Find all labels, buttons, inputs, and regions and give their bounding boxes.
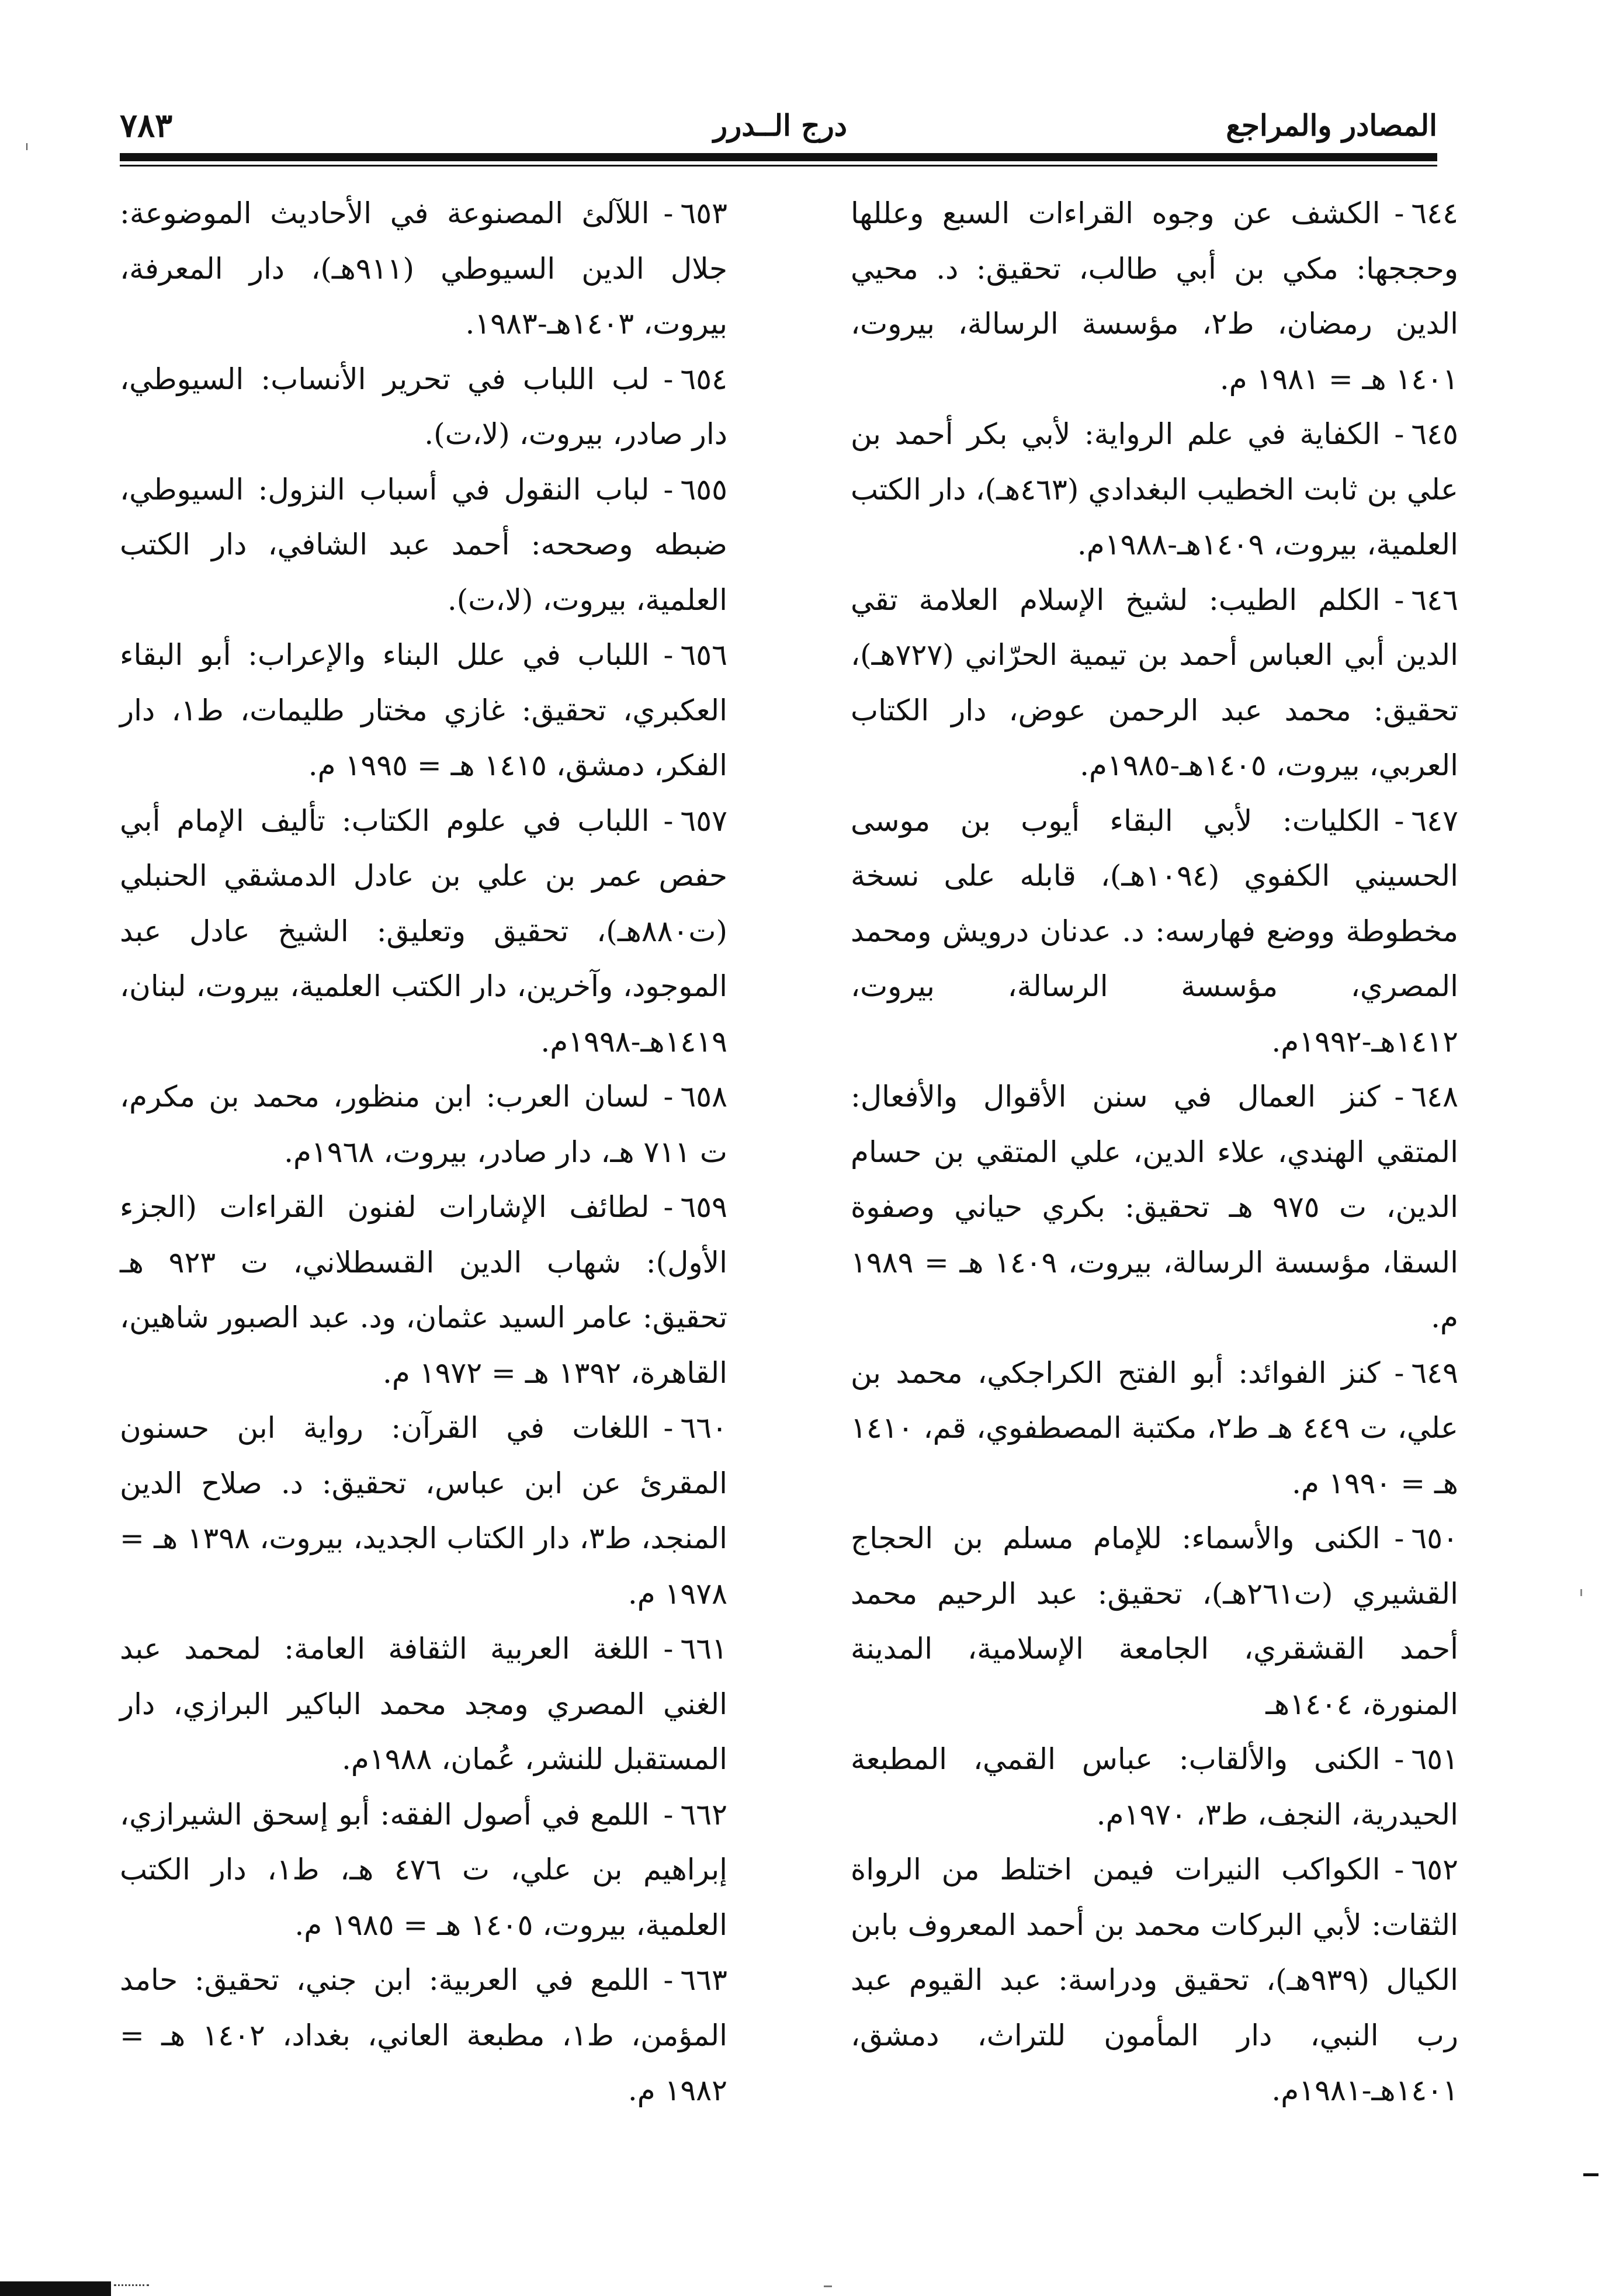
entry-number: ٦٥٧ <box>680 803 727 838</box>
entry-number: ٦٤٧ <box>1411 803 1458 838</box>
entry-number: ٦٥٣ <box>680 196 727 230</box>
entry-dash: - <box>663 638 674 672</box>
entry-number: ٦٦٢ <box>680 1797 727 1832</box>
bibliography-entry <box>851 793 1458 1070</box>
entry-number: ٦٥٤ <box>680 362 727 396</box>
entry-text: الكنى والأسماء: للإمام مسلم بن الحجاج القشيري (ت٢٦١هـ)، تحقيق: عبد الرحيم محمد أحمد القشقري، الجامعة الإسلامية، المدينة المنورة، ١٤٠٤هـ <box>851 1521 1458 1721</box>
entry-text: اللباب في علوم الكتاب: تأليف الإمام أبي حفص عمر بن علي بن عادل الدمشقي الحنبلي (ت٨٨٠هـ)، تحقيق وتعليق: الشيخ عادل عبد الموجود، وآخرين، دار الكتب العلمية، بيروت، لبنان، ١٤١٩هـ-١٩٩٨م. <box>120 803 727 1059</box>
entry-dash: - <box>1394 417 1405 451</box>
margin-mark-right <box>1583 2173 1598 2176</box>
scan-edge-tick <box>824 2285 832 2287</box>
entry-number: ٦٤٥ <box>1411 417 1458 451</box>
page-number: ٧٨٣ <box>120 106 173 145</box>
entry-dash: - <box>1394 803 1405 838</box>
scan-edge-bar <box>0 2281 111 2296</box>
entry-number: ٦٤٩ <box>1411 1355 1458 1390</box>
left-column <box>120 186 727 2118</box>
entry-dash: - <box>663 1190 674 1224</box>
bibliography-entry <box>120 352 727 462</box>
entry-text: اللمع في العربية: ابن جني، تحقيق: حامد المؤمن، ط١، مطبعة العاني، بغداد، ١٤٠٢ هـ = ١٩٨٢ م. <box>120 1963 728 2107</box>
entry-dash: - <box>663 803 674 838</box>
bibliography-entry <box>120 462 727 628</box>
entry-text: لب اللباب في تحرير الأنساب: السيوطي، دار صادر، بيروت، (لا،ت). <box>120 362 727 451</box>
entry-number: ٦٥١ <box>1411 1742 1458 1776</box>
header-rule-thin <box>120 165 1437 167</box>
entry-text: اللباب في علل البناء والإعراب: أبو البقاء العكبري، تحقيق: غازي مختار طليمات، ط١، دار الفكر، دمشق، ١٤١٥ هـ = ١٩٩٥ م. <box>120 638 727 782</box>
entry-dash: - <box>1394 1080 1405 1114</box>
bibliography-entry <box>120 186 727 352</box>
entry-text: الكلم الطيب: لشيخ الإسلام العلامة تقي الدين أبي العباس أحمد بن تيمية الحرّاني (٧٢٧هـ)، تحقيق: محمد عبد الرحمن عوض، دار الكتاب العربي، بيروت، ١٤٠٥هـ-١٩٨٥م. <box>851 582 1458 782</box>
entry-dash: - <box>663 1632 674 1666</box>
margin-mark <box>26 143 27 150</box>
book-title: درج الــدرر <box>713 108 847 143</box>
bibliography-entry <box>851 407 1458 573</box>
entry-text: لسان العرب: ابن منظور، محمد بن مكرم، ت ٧١١ هـ، دار صادر، بيروت، ١٩٦٨م. <box>120 1080 727 1169</box>
entry-number: ٦٥٩ <box>680 1190 727 1224</box>
entry-text: اللآلئ المصنوعة في الأحاديث الموضوعة: جلال الدين السيوطي (٩١١هـ)، دار المعرفة، بيروت، ١٤٠٣هـ-١٩٨٣. <box>120 196 727 341</box>
right-column <box>851 186 1458 2118</box>
entry-number: ٦٦٣ <box>680 1963 727 1997</box>
page-header <box>120 102 1437 149</box>
entry-dash: - <box>1394 1742 1405 1776</box>
entry-number: ٦٤٤ <box>1411 196 1458 230</box>
bibliography-entry <box>120 1621 727 1787</box>
entry-text: لطائف الإشارات لفنون القراءات (الجزء الأول): شهاب الدين القسطلاني، ت ٩٢٣ هـ تحقيق: عامر السيد عثمان، ود. عبد الصبور شاهين، القاهرة، ١٣٩٢ هـ = ١٩٧٢ م. <box>120 1190 727 1390</box>
entry-text: الكليات: لأبي البقاء أيوب بن موسى الحسيني الكفوي (١٠٩٤هـ)، قابله على نسخة مخطوطة ووضع فهارسه: د. عدنان درويش ومحمد المصري، مؤسسة الرسالة، بيروت، ١٤١٢هـ-١٩٩٢م. <box>851 803 1458 1059</box>
bibliography-entry <box>120 627 727 793</box>
entry-text: اللغات في القرآن: رواية ابن حسنون المقرئ عن ابن عباس، تحقيق: د. صلاح الدين المنجد، ط٣، دار الكتاب الجديد، بيروت، ١٣٩٨ هـ = ١٩٧٨ م. <box>120 1411 727 1611</box>
bibliography-entry <box>851 1069 1458 1345</box>
entry-number: ٦٥٠ <box>1411 1521 1458 1555</box>
bibliography-entry <box>120 1952 727 2118</box>
entry-dash: - <box>663 362 674 396</box>
bibliography-entry <box>851 1345 1458 1511</box>
entry-dash: - <box>1394 1853 1405 1886</box>
entry-dash: - <box>663 1080 674 1114</box>
bibliography-entry <box>120 1400 727 1621</box>
entry-text: الكفاية في علم الرواية: لأبي بكر أحمد بن علي بن ثابت الخطيب البغدادي (٤٦٣هـ)، دار الكتب العلمية، بيروت، ١٤٠٩هـ-١٩٨٨م. <box>851 417 1458 561</box>
entry-dash: - <box>663 472 674 507</box>
bibliography-entry <box>120 1180 727 1400</box>
entry-number: ٦٥٨ <box>680 1080 727 1114</box>
entry-number: ٦٤٨ <box>1411 1080 1458 1114</box>
bibliography-entry <box>851 1511 1458 1732</box>
entry-text: الكواكب النيرات فيمن اختلط من الرواة الثقات: لأبي البركات محمد بن أحمد المعروف بابن الكيال (٩٣٩هـ)، تحقيق ودراسة: عبد القيوم عبد رب النبي، دار المأمون للتراث، دمشق، ١٤٠١هـ-١٩٨١م. <box>851 1853 1458 2107</box>
section-title: المصادر والمراجع <box>1226 108 1437 143</box>
bibliography-entry <box>851 1732 1458 1842</box>
entry-number: ٦٦١ <box>680 1632 727 1666</box>
entry-text: الكنى والألقاب: عباس القمي، المطبعة الحيدرية، النجف، ط٣، ١٩٧٠م. <box>851 1742 1458 1832</box>
entry-text: اللمع في أصول الفقه: أبو إسحق الشيرازي، إبراهيم بن علي، ت ٤٧٦ هـ، ط١، دار الكتب العلمية، بيروت، ١٤٠٥ هـ = ١٩٨٥ م. <box>120 1797 727 1942</box>
bibliography-entry <box>851 573 1458 793</box>
entry-dash: - <box>1394 196 1405 230</box>
entry-text: لباب النقول في أسباب النزول: السيوطي، ضبطه وصححه: أحمد عبد الشافي، دار الكتب العلمية، بيروت، (لا،ت). <box>120 472 727 617</box>
entry-number: ٦٥٢ <box>1411 1853 1458 1886</box>
bibliography-entry <box>851 1842 1458 2118</box>
entry-number: ٦٤٦ <box>1411 582 1458 617</box>
bibliography-entry <box>120 1069 727 1180</box>
entry-dash: - <box>1394 1521 1405 1555</box>
entry-text: الكشف عن وجوه القراءات السبع وعللها وحججها: مكي بن أبي طالب، تحقيق: د. محيي الدين رمضان، ط٢، مؤسسة الرسالة، بيروت، ١٤٠١ هـ = ١٩٨١ م. <box>851 196 1458 396</box>
margin-tick <box>1580 1589 1582 1596</box>
entry-dash: - <box>1394 1355 1405 1390</box>
entry-number: ٦٥٦ <box>680 638 727 672</box>
entry-text: اللغة العربية الثقافة العامة: لمحمد عبد الغني المصري ومجد محمد الباكير البرازي، دار المستقبل للنشر، عُمان، ١٩٨٨م. <box>120 1632 727 1776</box>
entry-text: كنز العمال في سنن الأقوال والأفعال: المتقي الهندي، علاء الدين، علي المتقي بن حسام الدين، ت ٩٧٥ هـ تحقيق: بكري حياني وصفوة السقا، مؤسسة الرسالة، بيروت، ١٤٠٩ هـ = ١٩٨٩ م. <box>851 1080 1458 1334</box>
entry-dash: - <box>663 1963 674 1997</box>
entry-dash: - <box>1394 582 1405 617</box>
bibliography-entry <box>120 1787 727 1953</box>
header-rule-thick <box>120 153 1437 161</box>
entry-text: كنز الفوائد: أبو الفتح الكراجكي، محمد بن علي، ت ٤٤٩ هـ ط٢، مكتبة المصطفوي، قم، ١٤١٠ هـ = ١٩٩٠ م. <box>851 1355 1458 1500</box>
entry-number: ٦٦٠ <box>680 1411 727 1445</box>
entry-dash: - <box>663 1797 674 1832</box>
entry-dash: - <box>663 196 674 230</box>
entry-number: ٦٥٥ <box>680 472 727 507</box>
bibliography-entry <box>851 186 1458 407</box>
entry-dash: - <box>663 1411 674 1445</box>
bibliography-entry <box>120 793 727 1070</box>
scan-edge-dots <box>114 2284 149 2288</box>
